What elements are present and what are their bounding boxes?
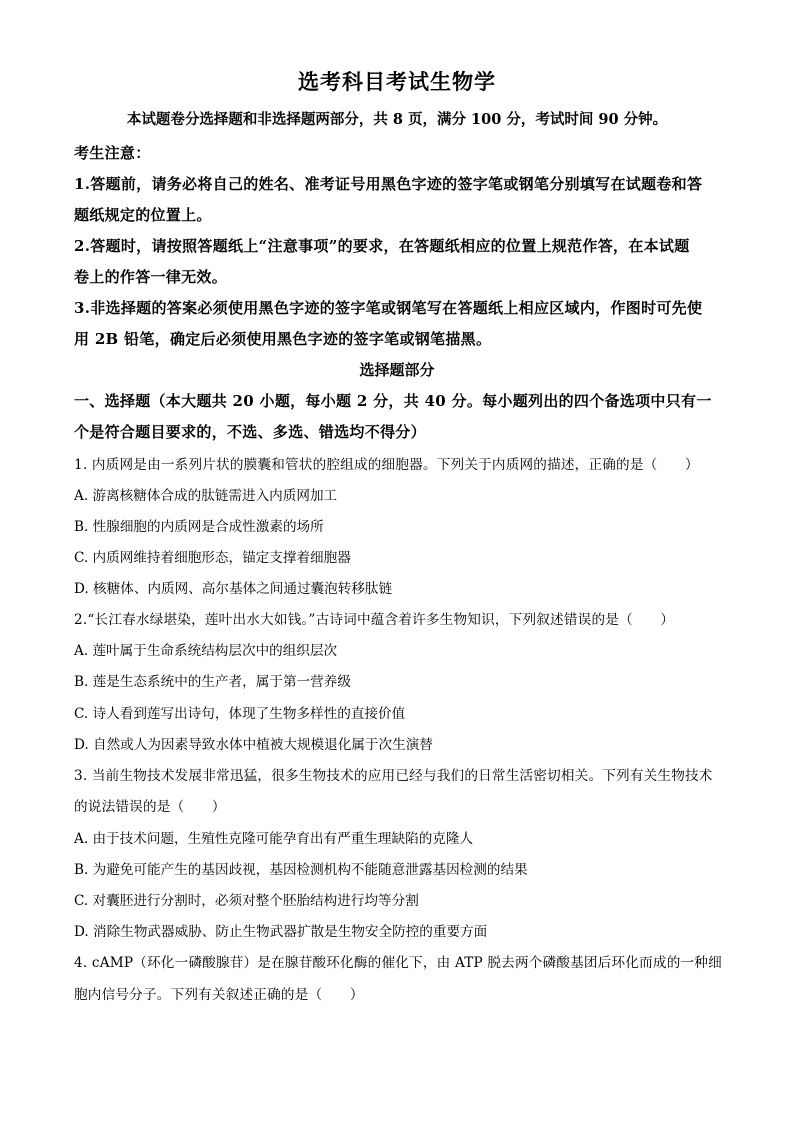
question-3-stem: 3. 当前生物技术发展非常迅猛，很多生物技术的应用已经与我们的日常生活密切相关。下列有关生物技术 (74, 768, 713, 784)
question-1-option-d: D. 核糖体、内质网、高尔基体之间通过囊泡转移肽链 (74, 581, 393, 597)
question-3-option-c: C. 对囊胚进行分割时，必须对整个胚胎结构进行均等分割 (74, 893, 419, 909)
exam-subtitle: 本试题卷分选择题和非选择题两部分，共 8 页，满分 100 分，考试时间 90 分钟。 (126, 111, 668, 128)
exam-title: 选考科目考试生物学 (298, 69, 496, 94)
question-2-option-d: D. 自然或人为因素导致水体中植被大规模退化属于次生演替 (74, 737, 433, 753)
question-3-stem-cont: 的说法错误的是（ ） (74, 799, 226, 815)
question-2-option-a: A. 莲叶属于生命系统结构层次中的组织层次 (74, 643, 338, 659)
notice-line: 题纸规定的位置上。 (74, 206, 212, 224)
question-1-option-c: C. 内质网维持着细胞形态，锚定支撑着细胞器 (74, 550, 351, 566)
question-2-stem: 2.“长江春水绿堪染，莲叶出水大如钱。”古诗词中蕴含着许多生物知识，下列叙述错误的是（ ） (74, 612, 675, 628)
notice-line: 1.答题前，请务必将自己的姓名、准考证号用黑色字迹的签字笔或钢笔分别填写在试题卷和答 (74, 175, 703, 193)
question-2-option-b: B. 莲是生态系统中的生产者，属于第一营养级 (74, 674, 351, 690)
question-1-option-b: B. 性腺细胞的内质网是合成性激素的场所 (74, 519, 324, 535)
notice-line: 3.非选择题的答案必须使用黑色字迹的签字笔或钢笔写在答题纸上相应区域内，作图时可先使 (74, 299, 703, 317)
notice-line: 2.答题时，请按照答题纸上“注意事项”的要求，在答题纸相应的位置上规范作答，在本试题 (74, 237, 690, 255)
question-1-stem: 1. 内质网是由一系列片状的膜囊和管状的腔组成的细胞器。下列关于内质网的描述，正确的是（ ） (74, 457, 699, 473)
notice-line: 用 2B 铅笔，确定后必须使用黑色字迹的签字笔或钢笔描黑。 (74, 330, 492, 348)
question-4-stem: 4. cAMP（环化一磷酸腺苷）是在腺苷酸环化酶的催化下，由 ATP 脱去两个磷酸基团后环化而成的一种细 (74, 955, 722, 971)
section-heading-line: 一、选择题（本大题共 20 小题，每小题 2 分，共 40 分。每小题列出的四个备选项中只有一 (74, 392, 712, 410)
section-title: 选择题部分 (359, 361, 435, 379)
question-1-option-a: A. 游离核糖体合成的肽链需进入内质网加工 (74, 488, 338, 504)
question-2-option-c: C. 诗人看到莲写出诗句，体现了生物多样性的直接价值 (74, 706, 406, 722)
question-3-option-a: A. 由于技术问题，生殖性克隆可能孕育出有严重生理缺陷的克隆人 (74, 831, 474, 847)
question-4-stem-cont: 胞内信号分子。下列有关叙述正确的是（ ） (74, 987, 364, 1003)
question-3-option-d: D. 消除生物武器威胁、防止生物武器扩散是生物安全防控的重要方面 (74, 924, 488, 940)
notice-line: 卷上的作答一律无效。 (74, 268, 228, 286)
notice-heading: 考生注意： (74, 144, 151, 162)
section-heading-line: 个是符合题目要求的，不选、多选、错选均不得分） (74, 423, 426, 441)
question-3-option-b: B. 为避免可能产生的基因歧视，基因检测机构不能随意泄露基因检测的结果 (74, 862, 528, 878)
